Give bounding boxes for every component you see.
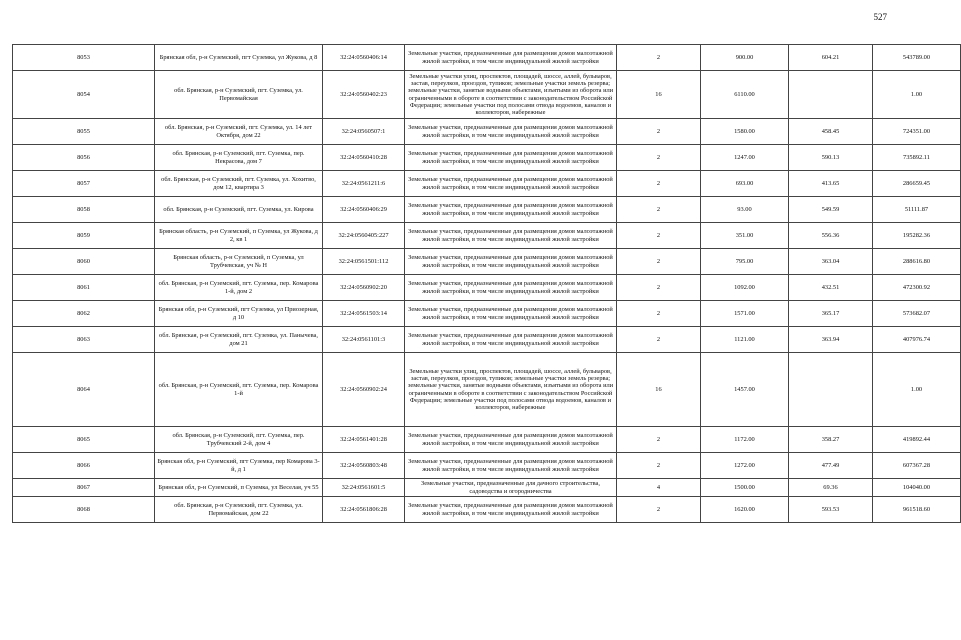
address-cell: обл. Брянская, р-н Суземский, пгт. Суземка, ул. Первомайская, дом 22 — [155, 497, 323, 523]
cadastral-value-cell: 286659.45 — [873, 171, 961, 197]
use-group-cell: 2 — [617, 427, 701, 453]
use-group-cell: 2 — [617, 249, 701, 275]
land-use-cell: Земельные участки, предназначенные для размещения домов малоэтажной жилой застройки, в том числе индивидуальной жилой застройки — [405, 45, 617, 71]
row-number-cell: 8057 — [13, 171, 155, 197]
specific-value-cell: 556.36 — [789, 223, 873, 249]
cadastral-number-cell: 32:24:0560410:28 — [323, 145, 405, 171]
address-cell: Брянская обл, р-н Суземский, пгт Суземка, пер Комарова 3-й, д 1 — [155, 453, 323, 479]
area-cell: 351.00 — [701, 223, 789, 249]
row-number-cell: 8058 — [13, 197, 155, 223]
cadastral-number-cell: 32:24:0561501:112 — [323, 249, 405, 275]
use-group-cell: 2 — [617, 119, 701, 145]
area-cell: 1121.00 — [701, 327, 789, 353]
cadastral-value-cell: 573682.07 — [873, 301, 961, 327]
land-use-cell: Земельные участки, предназначенные для дачного строительства, садоводства и огородничества — [405, 479, 617, 497]
specific-value-cell: 590.13 — [789, 145, 873, 171]
cadastral-number-cell: 32:24:0560902:24 — [323, 353, 405, 427]
cadastral-number-cell: 32:24:0561806:28 — [323, 497, 405, 523]
table-row — [13, 275, 961, 301]
use-group-cell: 2 — [617, 301, 701, 327]
use-group-cell: 16 — [617, 71, 701, 119]
use-group-cell: 2 — [617, 197, 701, 223]
area-cell: 1272.00 — [701, 453, 789, 479]
area-cell: 1500.00 — [701, 479, 789, 497]
land-use-cell: Земельные участки, предназначенные для размещения домов малоэтажной жилой застройки, в том числе индивидуальной жилой застройки — [405, 223, 617, 249]
address-cell: обл. Брянская, р-н Суземский, пгт. Суземка, пер. Некрасова, дом 7 — [155, 145, 323, 171]
cadastral-number-cell: 32:24:0560402:23 — [323, 71, 405, 119]
address-cell: обл. Брянская, р-н Суземский, пгт. Суземка, ул. Кирова — [155, 197, 323, 223]
cadastral-number-cell: 32:24:0560406:29 — [323, 197, 405, 223]
land-use-cell: Земельные участки, предназначенные для размещения домов малоэтажной жилой застройки, в том числе индивидуальной жилой застройки — [405, 275, 617, 301]
area-cell: 93.00 — [701, 197, 789, 223]
address-cell: обл. Брянская, р-н Суземский, пгт. Суземка, пер. Комарова 1-й — [155, 353, 323, 427]
specific-value-cell: 549.59 — [789, 197, 873, 223]
row-number-cell: 8062 — [13, 301, 155, 327]
cadastral-number-cell: 32:24:0560902:20 — [323, 275, 405, 301]
row-number-cell: 8061 — [13, 275, 155, 301]
specific-value-cell: 365.17 — [789, 301, 873, 327]
land-use-cell: Земельные участки, предназначенные для размещения домов малоэтажной жилой застройки, в том числе индивидуальной жилой застройки — [405, 119, 617, 145]
land-use-cell: Земельные участки, предназначенные для размещения домов малоэтажной жилой застройки, в том числе индивидуальной жилой застройки — [405, 145, 617, 171]
address-cell: Брянская область, р-н Суземский, п Суземка, ул Трубчевская, уч № Н — [155, 249, 323, 275]
use-group-cell: 2 — [617, 223, 701, 249]
use-group-cell: 2 — [617, 327, 701, 353]
row-number-cell: 8053 — [13, 45, 155, 71]
land-use-cell: Земельные участки, предназначенные для размещения домов малоэтажной жилой застройки, в том числе индивидуальной жилой застройки — [405, 301, 617, 327]
area-cell: 1620.00 — [701, 497, 789, 523]
area-cell: 1457.00 — [701, 353, 789, 427]
table-row — [13, 71, 961, 119]
area-cell: 6110.00 — [701, 71, 789, 119]
use-group-cell: 16 — [617, 353, 701, 427]
row-number-cell: 8060 — [13, 249, 155, 275]
address-cell: Брянская обл, р-н Суземский, п Суземка, ул Веселая, уч 55 — [155, 479, 323, 497]
specific-value-cell: 358.27 — [789, 427, 873, 453]
cadastral-value-cell: 51111.87 — [873, 197, 961, 223]
cadastral-number-cell: 32:24:0561101:3 — [323, 327, 405, 353]
cadastral-number-cell: 32:24:0561601:5 — [323, 479, 405, 497]
row-number-cell: 8063 — [13, 327, 155, 353]
table-row — [13, 301, 961, 327]
cadastral-number-cell: 32:24:0561211:6 — [323, 171, 405, 197]
table-row — [13, 249, 961, 275]
registry-body — [13, 45, 961, 523]
use-group-cell: 2 — [617, 497, 701, 523]
row-number-cell: 8056 — [13, 145, 155, 171]
specific-value-cell: 604.21 — [789, 45, 873, 71]
table-row — [13, 327, 961, 353]
area-cell: 693.00 — [701, 171, 789, 197]
table-row — [13, 223, 961, 249]
table-row — [13, 427, 961, 453]
land-use-cell: Земельные участки, предназначенные для размещения домов малоэтажной жилой застройки, в том числе индивидуальной жилой застройки — [405, 197, 617, 223]
area-cell: 1092.00 — [701, 275, 789, 301]
address-cell: обл. Брянская, р-н Суземский, пгт. Суземка, ул. Хохитво, дом 12, квартира 3 — [155, 171, 323, 197]
use-group-cell: 2 — [617, 453, 701, 479]
table-row — [13, 197, 961, 223]
land-use-cell: Земельные участки, предназначенные для размещения домов малоэтажной жилой застройки, в том числе индивидуальной жилой застройки — [405, 171, 617, 197]
land-use-cell: Земельные участки, предназначенные для размещения домов малоэтажной жилой застройки, в том числе индивидуальной жилой застройки — [405, 249, 617, 275]
area-cell: 1172.00 — [701, 427, 789, 453]
specific-value-cell: 363.04 — [789, 249, 873, 275]
cadastral-number-cell: 32:24:0560803:48 — [323, 453, 405, 479]
land-use-cell: Земельные участки, предназначенные для размещения домов малоэтажной жилой застройки, в том числе индивидуальной жилой застройки — [405, 427, 617, 453]
cadastral-number-cell: 32:24:0561503:14 — [323, 301, 405, 327]
specific-value-cell: 458.45 — [789, 119, 873, 145]
area-cell: 900.00 — [701, 45, 789, 71]
cadastral-value-cell: 1.00 — [873, 71, 961, 119]
cadastral-value-cell: 607367.28 — [873, 453, 961, 479]
cadastral-number-cell: 32:24:0560507:1 — [323, 119, 405, 145]
cadastral-value-cell: 472300.92 — [873, 275, 961, 301]
specific-value-cell: 593.53 — [789, 497, 873, 523]
area-cell: 1247.00 — [701, 145, 789, 171]
land-use-cell: Земельные участки, предназначенные для размещения домов малоэтажной жилой застройки, в том числе индивидуальной жилой застройки — [405, 453, 617, 479]
land-use-cell: Земельные участки улиц, проспектов, площадей, шоссе, аллей, бульваров, застав, переулков, проездов, тупиков; земельные участки земель резерва; земельные участки, занятые водными объектами, изъятыми из оборота или ограниченными в обороте в соответствии с законодательством Российской Федерации; земельные участки под полосами отвода водоемов, каналов и коллекторов, набережные — [405, 71, 617, 119]
table-row — [13, 145, 961, 171]
land-registry-table — [12, 44, 961, 523]
use-group-cell: 2 — [617, 45, 701, 71]
row-number-cell: 8067 — [13, 479, 155, 497]
address-cell: обл. Брянская, р-н Суземский, пгт. Суземка, ул. Панычева, дом 21 — [155, 327, 323, 353]
use-group-cell: 2 — [617, 275, 701, 301]
specific-value-cell: 69.36 — [789, 479, 873, 497]
land-use-cell: Земельные участки, предназначенные для размещения домов малоэтажной жилой застройки, в том числе индивидуальной жилой застройки — [405, 497, 617, 523]
land-use-cell: Земельные участки, предназначенные для размещения домов малоэтажной жилой застройки, в том числе индивидуальной жилой застройки — [405, 327, 617, 353]
cadastral-value-cell: 735892.11 — [873, 145, 961, 171]
specific-value-cell — [789, 353, 873, 427]
row-number-cell: 8068 — [13, 497, 155, 523]
use-group-cell: 2 — [617, 171, 701, 197]
address-cell: Брянская область, р-н Суземский, п Суземка, ул Жукова, д 2, кв 1 — [155, 223, 323, 249]
land-use-cell: Земельные участки улиц, проспектов, площадей, шоссе, аллей, бульваров, застав, переулков, проездов, тупиков; земельные участки земель резерва; земельные участки, занятые водными объектами, изъятыми из оборота или ограниченными в обороте в соответствии с законодательством Российской Федерации; земельные участки под полосами отвода водоемов, каналов и коллекторов, набережные — [405, 353, 617, 427]
address-cell: обл. Брянская, р-н Суземский, пгт. Суземка, пер. Комарова 1-й, дом 2 — [155, 275, 323, 301]
cadastral-number-cell: 32:24:0560406:14 — [323, 45, 405, 71]
cadastral-value-cell: 195282.36 — [873, 223, 961, 249]
use-group-cell: 4 — [617, 479, 701, 497]
specific-value-cell: 477.49 — [789, 453, 873, 479]
row-number-cell: 8055 — [13, 119, 155, 145]
cadastral-value-cell: 288616.80 — [873, 249, 961, 275]
address-cell: обл. Брянская, р-н Суземский, пгт. Суземка, пер. Трубчевский 2-й, дом 4 — [155, 427, 323, 453]
area-cell: 795.00 — [701, 249, 789, 275]
table-row — [13, 353, 961, 427]
table-row — [13, 497, 961, 523]
address-cell: Брянская обл, р-н Суземский, пгт Суземка, ул Приозерная, д 10 — [155, 301, 323, 327]
cadastral-value-cell: 104040.00 — [873, 479, 961, 497]
cadastral-value-cell: 407976.74 — [873, 327, 961, 353]
address-cell: обл. Брянская, р-н Суземский, пгт. Суземка, ул. Первомайская — [155, 71, 323, 119]
table-row — [13, 453, 961, 479]
cadastral-number-cell: 32:24:0561401:28 — [323, 427, 405, 453]
row-number-cell: 8064 — [13, 353, 155, 427]
table-row — [13, 119, 961, 145]
table-row — [13, 45, 961, 71]
cadastral-value-cell: 419892.44 — [873, 427, 961, 453]
row-number-cell: 8054 — [13, 71, 155, 119]
specific-value-cell — [789, 71, 873, 119]
row-number-cell: 8065 — [13, 427, 155, 453]
specific-value-cell: 413.65 — [789, 171, 873, 197]
specific-value-cell: 432.51 — [789, 275, 873, 301]
cadastral-value-cell: 543789.00 — [873, 45, 961, 71]
cadastral-value-cell: 1.00 — [873, 353, 961, 427]
area-cell: 1580.00 — [701, 119, 789, 145]
address-cell: Брянская обл, р-н Суземский, пгт Суземка, ул Жукова, д 8 — [155, 45, 323, 71]
row-number-cell: 8066 — [13, 453, 155, 479]
table-row — [13, 171, 961, 197]
use-group-cell: 2 — [617, 145, 701, 171]
row-number-cell: 8059 — [13, 223, 155, 249]
area-cell: 1571.00 — [701, 301, 789, 327]
cadastral-number-cell: 32:24:0560405:227 — [323, 223, 405, 249]
specific-value-cell: 363.94 — [789, 327, 873, 353]
cadastral-value-cell: 724351.00 — [873, 119, 961, 145]
page-number: 527 — [873, 12, 887, 22]
cadastral-value-cell: 961518.60 — [873, 497, 961, 523]
table-row — [13, 479, 961, 497]
address-cell: обл. Брянская, р-н Суземский, пгт. Суземка, ул. 14 лет Октября, дом 22 — [155, 119, 323, 145]
